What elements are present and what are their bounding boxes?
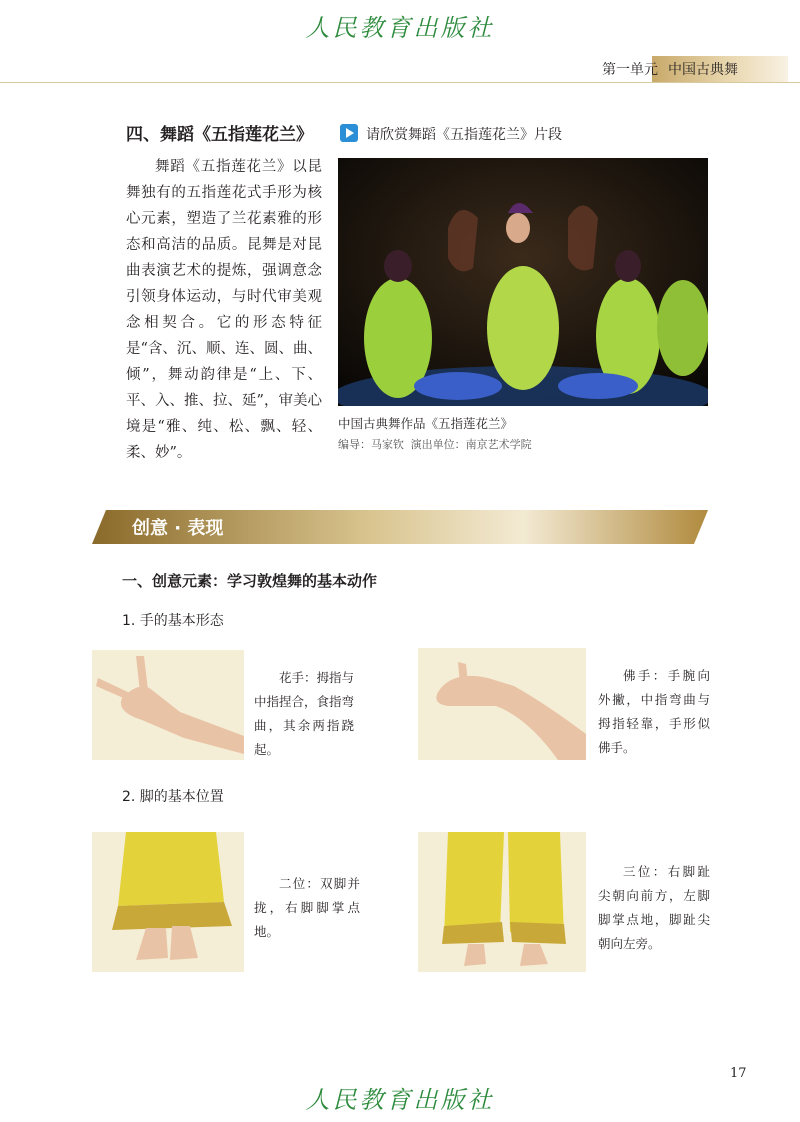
page-number: 17: [730, 1066, 747, 1081]
video-label[interactable]: 请欣赏舞蹈《五指莲花兰》片段: [366, 127, 562, 143]
hands-heading: 1. 手的基本形态: [122, 613, 224, 629]
unit-number: 第一单元: [602, 62, 658, 78]
photo-caption-title: 中国古典舞作品《五指莲花兰》: [338, 416, 514, 431]
san-wei-description: 三位：右脚趾尖朝向前方，左脚脚掌点地，脚趾尖朝向左旁。: [598, 864, 710, 951]
hua-shou-hand-photo: [92, 650, 244, 760]
section-body: 舞蹈《五指莲花兰》以昆舞独有的五指莲花式手形为核心元素，塑造了兰花素雅的形态和高洁的品质。昆舞是对昆曲表演艺术的提炼，强调意念引领身体运动，与时代审美观念相契合。它的形态特征是“含、沉、顺、连、圆、曲、倾”，舞动韵律是“上、下、平、入、推、拉、延”，审美心境是“雅、纯、松、飘、轻、柔、妙”。: [126, 159, 322, 461]
er-wei-foot-photo: [92, 832, 244, 972]
play-video-icon[interactable]: [340, 124, 358, 142]
er-wei-description: 二位：双脚并拢，右脚脚掌点地。: [254, 876, 360, 939]
banner-label: 创意 · 表现: [132, 518, 224, 539]
header-rule: [0, 82, 800, 83]
unit-name: 中国古典舞: [668, 62, 738, 78]
publisher-logo-top: 人民教育出版社: [305, 14, 495, 42]
fo-shou-hand-photo: [418, 648, 586, 760]
section-title: 四、舞蹈《五指莲花兰》: [126, 125, 313, 145]
fo-shou-description: 佛手：手腕向外撇，中指弯曲与拇指轻靠，手形似佛手。: [598, 668, 710, 755]
dance-performance-photo: [338, 158, 708, 406]
san-wei-foot-photo: [418, 832, 586, 972]
feet-heading: 2. 脚的基本位置: [122, 789, 224, 805]
hua-shou-description: 花手：拇指与中指捏合，食指弯曲，其余两指跷起。: [254, 670, 355, 757]
unit-header: [552, 56, 788, 82]
photo-caption-credits: 编导：马家钦 演出单位：南京艺术学院: [338, 438, 532, 451]
publisher-logo-bottom: 人民教育出版社: [305, 1086, 495, 1114]
creative-heading: 一、创意元素：学习敦煌舞的基本动作: [122, 572, 378, 590]
